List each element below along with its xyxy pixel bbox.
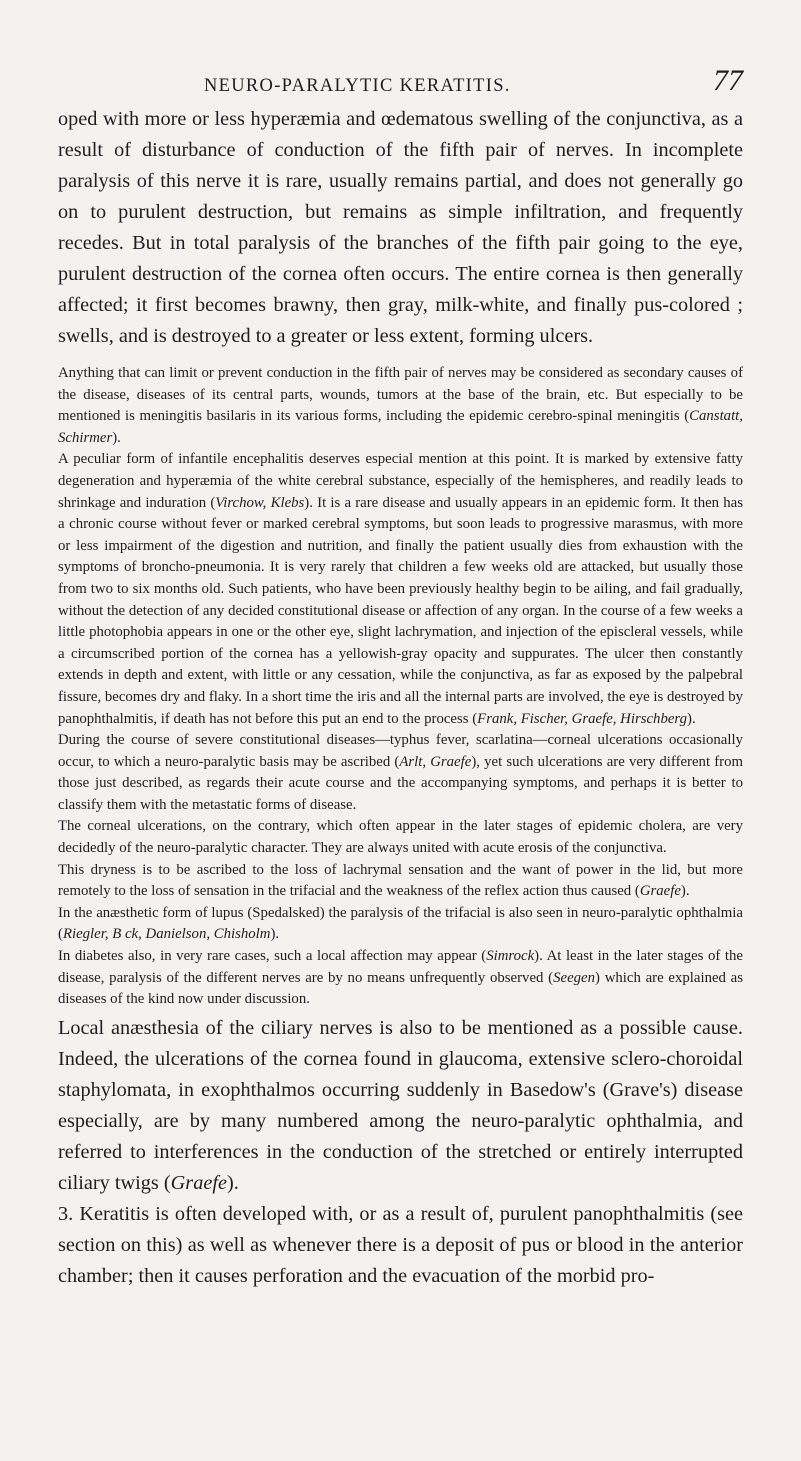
running-head: NEURO-PARALYTIC KERATITIS. — [204, 76, 511, 96]
page-header — [58, 64, 743, 104]
citation: Graefe — [170, 1171, 227, 1194]
citation: Frank, Fischer, Graefe, Hirschberg — [477, 710, 688, 727]
paragraph-text: ). — [680, 883, 690, 900]
paragraph-local-anaesthesia — [58, 1013, 743, 1199]
citation: Arlt, Graefe — [399, 753, 472, 770]
paragraph-text: A peculiar form of infantile encephalitis deserves especial mention at this point. It is marked by extensive fatty degeneration and hyperæmia of the white cerebral substance, especially of the hemispheres, and readily leads to shrinkage and induration ( — [58, 451, 743, 511]
paragraph-text: ). At least in the later stages of the disease, paralysis of the different nerves are by no means unfrequently observed ( — [58, 948, 743, 986]
paragraph-text: In the anæsthetic form of lupus (Spedalsked) the paralysis of the trifacial is also seen in neuro-paralytic ophthalmia ( — [58, 904, 743, 943]
paragraph-text: Anything that can limit or prevent conduction in the fifth pair of nerves may be considered as secondary causes of the disease, diseases of its central parts, wounds, tumors at the base of the brain, etc. But especially to be mentioned is meningitis basilaris in its various forms, including the epidemic cerebro-spinal meningitis ( — [58, 365, 743, 425]
paragraph-dryness — [58, 860, 743, 903]
paragraph-constitutional-diseases — [58, 730, 743, 816]
paragraph: oped with more or less hyperæmia and œdematous swelling of the conjunctiva, as a result of disturbance of conduction of the fifth pair of nerves. In incomplete paralysis of this nerve it is rare, usually remains partial, and does not generally go on to purulent destruction, but remains as simple infiltration, and frequently recedes. But in total paralysis of the branches of the fifth pair going to the eye, purulent destruction of the cornea often occurs. The entire cornea is then generally affected; it first becomes brawny, then gray, milk-white, and finally pus-colored ; swells, and is destroyed to a greater or less extent, forming ulcers. — [58, 108, 743, 347]
paragraph-text: During the course of severe constitutional diseases—typhus fever, scarlatina—corneal ulcerations occasionally occur, to which a neuro-paralytic basis may be ascribed ( — [58, 732, 743, 770]
paragraph-keratitis-3: 3. Keratitis is often developed with, or as a result of, purulent panophthalmitis (see section on this) as well as whenever there is a deposit of pus or blood in the anterior chamber; then it causes perforation and the evacuation of the morbid pro- — [58, 1202, 743, 1287]
main-text-top — [58, 104, 743, 352]
paragraph-diabetes — [58, 946, 743, 1011]
paragraph-text: ). — [270, 926, 280, 943]
paragraph-text: ). It is a rare disease and usually appears in an epidemic form. It then has a chronic course without fever or marked cerebral symptoms, but soon leads to progressive marasmus, with more or less impairment of the digestion and nutrition, and finally the patient usually dies from exhaustion with the symptoms of broncho-pneumonia. It is very rarely that children a few weeks old are attacked, but usually those from two to six months old. Such patients, who have been previously healthy begin to be ailing, and fail gradually, without the detection of any decided constitutional disease or affection of any organ. In the course of a few weeks a little photophobia appears in one or the other eye, slight lachrymation, and injection of the episcleral vessels, while a circumscribed portion of the cornea has a yellowish-gray opacity and suppurates. The ulcer then constantly extends in depth and extent, with little or any cessation, while the conjunctiva, as far as exposed by the palpebral fissure, becomes dry and flaky. In a short time the iris and all the internal parts are involved, the eye is destroyed by panophthalmitis, if death has not before this put an end to the process ( — [58, 494, 743, 727]
paragraph-text: ) which are explained as diseases of the kind now under discussion. — [58, 969, 744, 1008]
paragraph-infantile-encephalitis — [58, 449, 743, 730]
citation: Simrock — [486, 948, 535, 965]
page — [0, 64, 801, 1461]
paragraph-text: ), yet such ulcerations are very different from those just described, as regards their acute course and the accompanying symptoms, and perhaps it is better to classify them with the metastatic forms of disease. — [58, 753, 743, 813]
citation: Graefe — [639, 883, 681, 900]
paragraph-text: ). — [112, 429, 121, 446]
main-text-bottom — [58, 1013, 743, 1292]
page-number: 77 — [713, 64, 743, 97]
paragraph-text: ). — [687, 710, 696, 727]
citation: Canstatt, Schirmer — [58, 408, 743, 446]
paragraph-cholera: The corneal ulcerations, on the contrary, which often appear in the later stages of epidemic cholera, are very decidedly of the neuro-paralytic character. They are always united with acute erosis of the conjunctiva. — [58, 818, 743, 857]
paragraph-text: In diabetes also, in very rare cases, such a local affection may appear ( — [58, 948, 487, 965]
citation: Riegler, B ck, Danielson, Chisholm — [62, 926, 271, 943]
citation: Seegen — [553, 969, 596, 986]
paragraph-lupus — [58, 903, 743, 946]
paragraph-text: This dryness is to be ascribed to the loss of lachrymal sensation and the want of power in the lid, but more remotely to the loss of sensation in the trifacial and the weakness of the reflex action thus caused ( — [58, 861, 743, 900]
paragraph-causes — [58, 363, 743, 449]
paragraph-text: Local anæsthesia of the ciliary nerves is also to be mentioned as a possible cause. Indeed, the ulcerations of the cornea found in glaucoma, extensive sclero-choroidal staphylomata, in exophthalmos occurring suddenly in Basedow's (Grave's) disease especially, are by many numbered among the neuro-paralytic ophthalmia, and referred to interferences in the conduction of the stretched or entirely interrupted ciliary twigs ( — [58, 1016, 743, 1194]
small-print-section — [58, 363, 743, 1011]
citation: Virchow, Klebs — [215, 494, 305, 511]
paragraph-text: ). — [226, 1171, 239, 1194]
